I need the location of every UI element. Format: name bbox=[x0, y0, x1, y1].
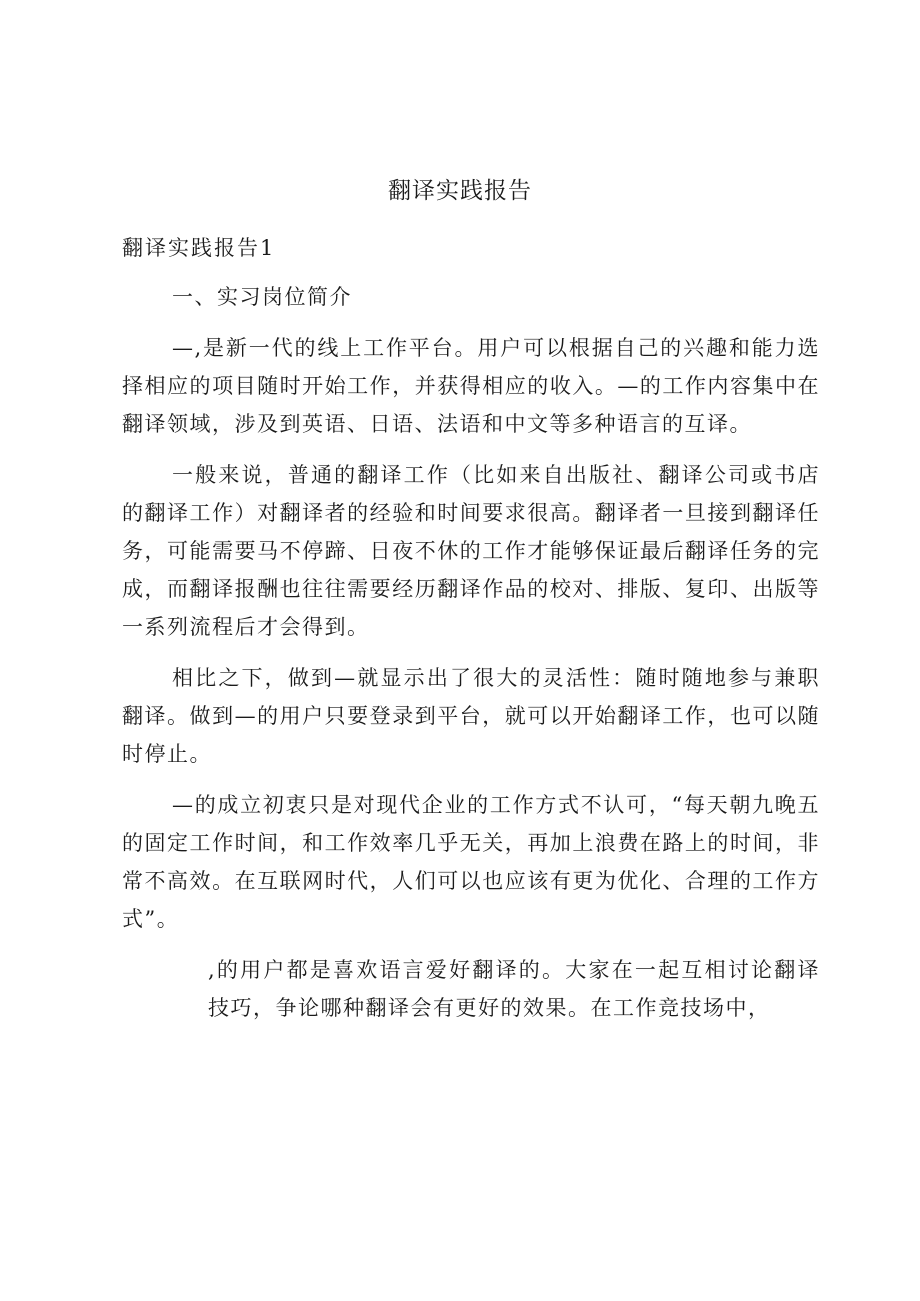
paragraph-users: ,的用户都是喜欢语言爱好翻译的。大家在一起互相讨论翻译技巧，争论哪种翻译会有更好的效果。在工作竞技场中， bbox=[208, 958, 820, 1020]
document-title: 翻译实践报告 bbox=[388, 178, 532, 204]
document-body bbox=[122, 278, 820, 1040]
document-subtitle: 翻译实践报告1 bbox=[122, 236, 276, 260]
paragraph-traditional-translation: 一般来说，普通的翻译工作（比如来自出版社、翻译公司或书店的翻译工作）对翻译者的经验和时间要求很高。翻译者一旦接到翻译任务，可能需要马不停蹄、日夜不休的工作才能够保证最后翻译任务的完成，而翻译报酬也往往需要经历翻译作品的校对、排版、复印、出版等一系列流程后才会得到。 bbox=[122, 463, 820, 639]
paragraph-platform-intro: —,是新一代的线上工作平台。用户可以根据自己的兴趣和能力选择相应的项目随时开始工作，并获得相应的收入。—的工作内容集中在翻译领域，涉及到英语、日语、法语和中文等多种语言的互译。 bbox=[122, 336, 820, 436]
paragraph-flexibility: 相比之下，做到—就显示出了很大的灵活性：随时随地参与兼职翻译。做到—的用户只要登录到平台，就可以开始翻译工作，也可以随时停止。 bbox=[122, 666, 820, 766]
offset-paragraph-block bbox=[122, 951, 820, 1027]
section-heading: 一、实习岗位简介 bbox=[172, 285, 352, 309]
paragraph-founding-purpose: —的成立初衷只是对现代企业的工作方式不认可，“每天朝九晚五的固定工作时间，和工作效率几乎无关，再加上浪费在路上的时间，非常不高效。在互联网时代，人们可以也应该有更为优化、合理的工作方式”。 bbox=[122, 793, 820, 931]
